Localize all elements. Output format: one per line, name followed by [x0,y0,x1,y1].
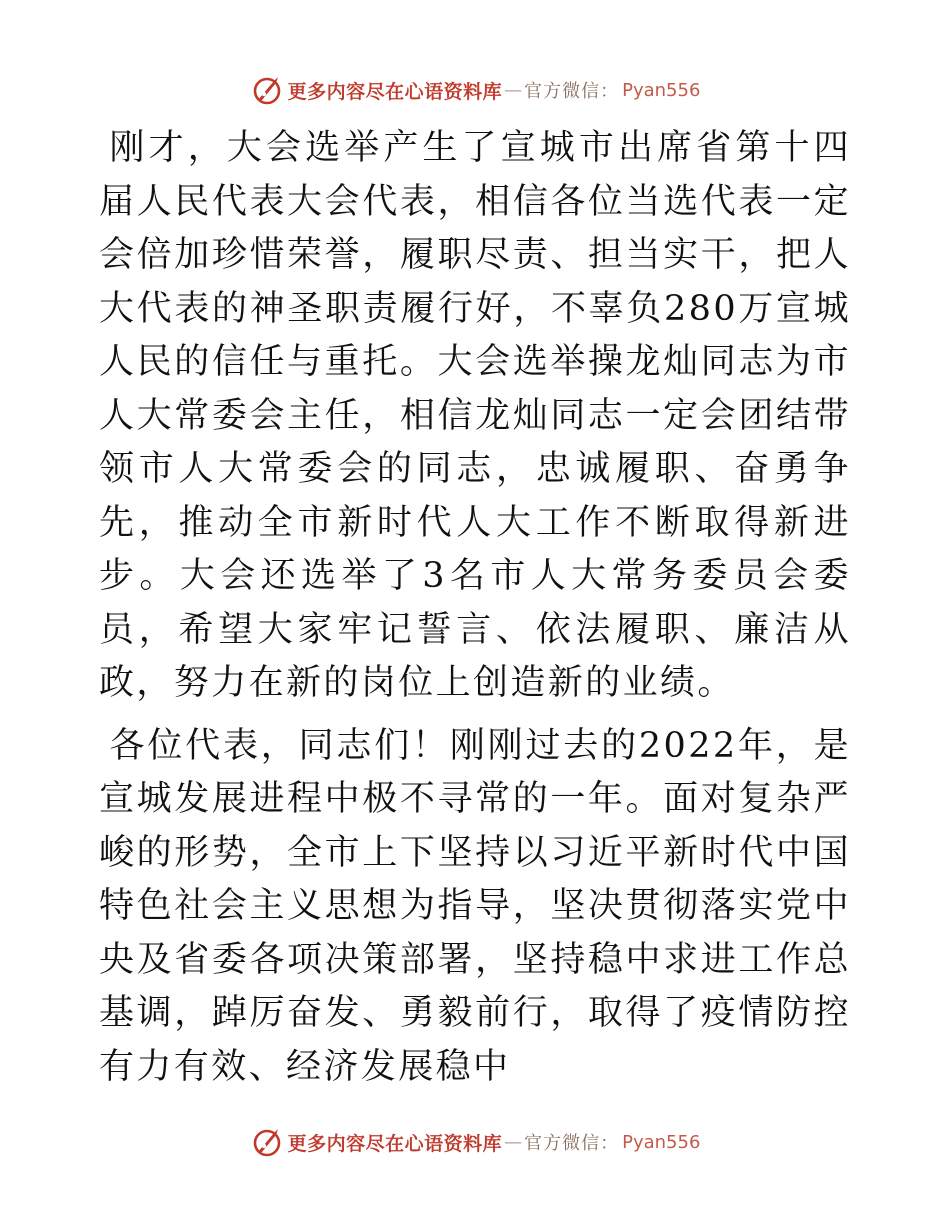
header-wechat-id: Pyan556 [622,79,701,101]
header-official-label: 官方微信 [524,81,601,102]
footer-colon: ： [600,1133,619,1154]
quill-circle-icon [250,73,284,107]
footer-brand-text: 更多内容尽在心语资料库 [287,1132,503,1155]
footer-wechat-id: Pyan556 [622,1131,701,1153]
footer-separator: — [504,1131,523,1153]
header-brand-text: 更多内容尽在心语资料库 [287,80,503,103]
quill-circle-icon [250,1125,284,1159]
footer-banner [0,1122,950,1162]
header-colon: ： [600,81,619,102]
header-separator: — [504,79,523,101]
paragraph-2: 各位代表，同志们！刚刚过去的2022年，是宣城发展进程中极不寻常的一年。面对复杂严峻的形势，全市上下坚持以习近平新时代中国特色社会主义思想为指导，坚决贯彻落实党中央及省委各项决策部署，坚持稳中求进工作总基调，踔厉奋发、勇毅前行，取得了疫情防控有力有效、经济发展稳中 [99,725,851,1087]
document-body [99,122,851,1094]
paragraph-1: 刚才，大会选举产生了宣城市出席省第十四届人民代表大会代表，相信各位当选代表一定会倍加珍惜荣誉，履职尽责、担当实干，把人大代表的神圣职责履行好，不辜负280万宣城人民的信任与重托。大会选举操龙灿同志为市人大常委会主任，相信龙灿同志一定会团结带领市人大常委会的同志，忠诚履职、奋勇争先，推动全市新时代人大工作不断取得新进步。大会还选举了3名市人大常务委员会委员，希望大家牢记誓言、依法履职、廉洁从政，努力在新的岗位上创造新的业绩。 [99,128,851,703]
footer-official-label: 官方微信 [524,1133,601,1154]
header-banner [0,70,950,110]
